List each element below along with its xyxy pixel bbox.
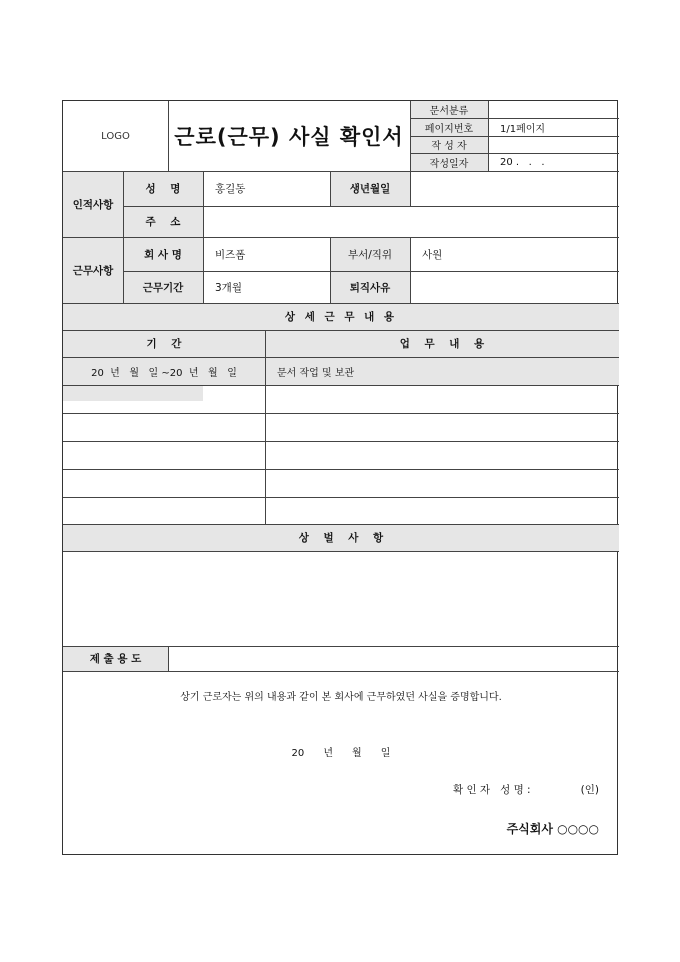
meta-label-date: 작성일자: [429, 158, 469, 170]
period-value[interactable]: 3개월: [215, 281, 242, 294]
address-value[interactable]: [203, 206, 619, 237]
meta-value-classification[interactable]: [488, 101, 619, 118]
detail-row-content[interactable]: 문서 작업 및 보관: [277, 367, 355, 379]
special-body[interactable]: [63, 551, 619, 646]
issuing-company: 주식회사 ○○○○: [506, 821, 599, 836]
detail-row-period[interactable]: 20 년 월 일 ~20 년 월 일: [91, 367, 237, 379]
detail-col-period: 기 간: [146, 338, 182, 350]
certificate-document: [62, 100, 618, 855]
period-label: 근무기간: [142, 281, 184, 294]
purpose-value[interactable]: [168, 646, 619, 671]
document-title: 근로(근무) 사실 확인서: [174, 125, 404, 149]
meta-value-date[interactable]: 20 . . .: [500, 156, 545, 168]
detail-row-period[interactable]: [63, 441, 265, 469]
birth-value[interactable]: [410, 171, 619, 206]
meta-label-page: 페이지번호: [424, 123, 474, 135]
detail-col-content: 업 무 내 용: [399, 338, 485, 350]
logo-placeholder: LOGO: [101, 130, 130, 142]
section-label-personal: 인적사항: [72, 198, 114, 211]
address-label: 주 소: [145, 216, 181, 228]
detail-row-content[interactable]: [265, 413, 619, 441]
detail-row-period[interactable]: [63, 413, 265, 441]
company-value[interactable]: 비즈폼: [215, 248, 246, 261]
section-label-work: 근무사항: [72, 264, 114, 277]
special-heading: 상 벌 사 항: [298, 532, 384, 544]
certify-statement: 상기 근로자는 위의 내용과 같이 본 회사에 근무하였던 사실을 증명합니다.: [180, 691, 502, 703]
detail-heading: 상 세 근 무 내 용: [284, 311, 398, 323]
reason-label: 퇴직사유: [349, 281, 391, 294]
name-value[interactable]: 홍길동: [215, 183, 246, 195]
detail-row-content[interactable]: [265, 497, 619, 524]
detail-row-content[interactable]: [265, 385, 619, 413]
meta-value-author[interactable]: [488, 136, 619, 153]
dept-value[interactable]: 사원: [422, 248, 443, 261]
meta-label-classification: 문서분류: [429, 106, 469, 117]
dept-label: 부서/직위: [347, 248, 393, 261]
detail-row-period[interactable]: [63, 497, 265, 524]
purpose-label: 제 출 용 도: [89, 653, 142, 665]
certify-date: 20 년 월 일: [291, 747, 391, 759]
detail-row-content[interactable]: [265, 469, 619, 497]
meta-label-author: 작 성 자: [431, 141, 467, 152]
reason-value[interactable]: [410, 271, 619, 303]
name-label: 성 명: [145, 183, 181, 195]
company-label: 회 사 명: [144, 248, 182, 261]
birth-label: 생년월일: [349, 183, 391, 195]
detail-row-period[interactable]: [63, 385, 265, 413]
confirmer-signature: 확 인 자 성 명 : (인): [452, 783, 599, 796]
meta-value-page: 1/1페이지: [500, 123, 546, 135]
detail-row-period[interactable]: [63, 469, 265, 497]
detail-row-content[interactable]: [265, 441, 619, 469]
